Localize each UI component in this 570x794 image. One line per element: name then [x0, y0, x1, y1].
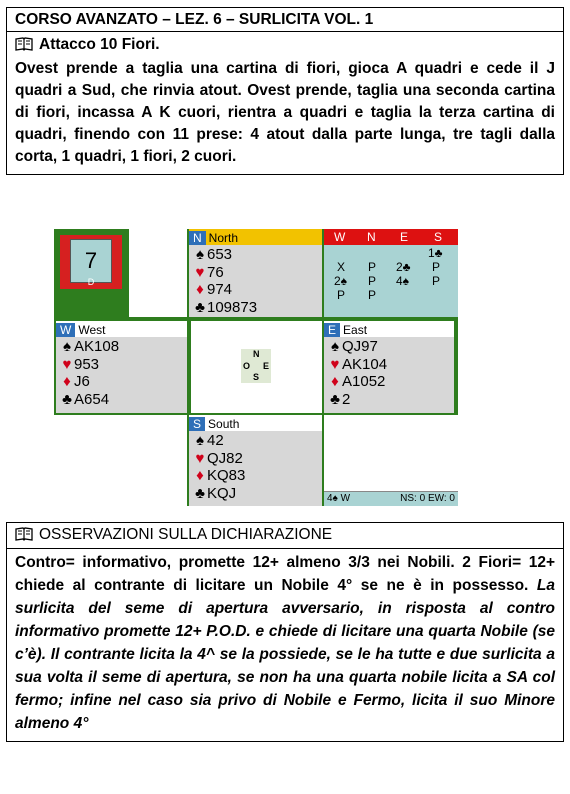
compass-s: S: [253, 372, 260, 382]
compass-e: E: [263, 361, 270, 371]
bid-col-e: E: [400, 230, 409, 244]
intro-box: [6, 7, 564, 175]
course-title: CORSO AVANZATO – LEZ. 6 – SURLICITA VOL. 1: [7, 8, 563, 32]
club-icon: ♣: [62, 390, 72, 408]
east-clubs: 2: [342, 390, 351, 408]
observations-text: [7, 549, 563, 741]
north-spades: 653: [207, 246, 233, 263]
spade-icon: ♠: [331, 338, 339, 355]
seat-tag-east: E: [324, 323, 340, 337]
north-hand: [189, 229, 322, 317]
south-spades: 42: [207, 432, 224, 449]
lead-title: Attacco 10 Fiori.: [39, 36, 160, 53]
bid-cell: 2♠: [334, 274, 348, 288]
east-hearts: AK104: [342, 355, 388, 373]
heart-icon: ♥: [195, 263, 205, 281]
compass-n: N: [253, 349, 260, 359]
bridge-board: [54, 229, 458, 506]
bid-cell: 1♣: [428, 246, 443, 260]
south-clubs: KQJ: [207, 484, 237, 502]
observations-title: OSSERVAZIONI SULLA DICHIARAZIONE: [39, 526, 333, 543]
contract: 4♠ W: [327, 493, 351, 504]
diamond-icon: ♦: [196, 281, 204, 298]
seat-tag-south: S: [189, 417, 205, 431]
bid-cell: P: [368, 288, 377, 302]
bid-cell: X: [337, 260, 346, 274]
bid-col-w: W: [334, 230, 346, 244]
observations-box: [6, 522, 564, 742]
spade-icon: ♠: [196, 246, 204, 263]
bid-cell: P: [432, 274, 441, 288]
bidding-grid: [324, 245, 458, 317]
east-spades: QJ97: [342, 338, 378, 355]
player-name-north: North: [208, 231, 239, 245]
north-hearts: 76: [207, 263, 224, 281]
south-hearts: QJ82: [207, 449, 243, 467]
diamond-icon: ♦: [63, 373, 71, 390]
bid-cell: 2♣: [396, 260, 411, 274]
result-bar: [324, 491, 458, 506]
bidding-header: [324, 229, 458, 245]
club-icon: ♣: [195, 298, 205, 316]
west-hand: [56, 321, 187, 413]
bid-cell: P: [368, 260, 377, 274]
north-clubs: 109873: [207, 298, 258, 316]
east-hand: [324, 321, 454, 413]
heart-icon: ♥: [195, 449, 205, 467]
board-number: 7: [70, 239, 112, 283]
east-diamonds: A1052: [342, 373, 386, 390]
book-icon: [15, 36, 33, 58]
result-cell: [324, 415, 458, 506]
west-diamonds: J6: [74, 373, 90, 390]
club-icon: ♣: [330, 390, 340, 408]
diamond-icon: ♦: [196, 467, 204, 484]
observations-italic: La surlicita del seme di apertura avversario, in risposta al contro informativo promette 12+ P.O.D. e chiede di licitare una quarta Nobile (se c’è). Il contrante licita la 4^ se la possiede, se le ha tutte e due surlicita a sua volta il seme di apertura, se non ha una quarta nobile licita a SA col fermo; infine nel caso sia privo di Nobile e Fermo, licita il suo Minore almeno 4°: [15, 577, 555, 732]
dealer-marker: D: [87, 277, 95, 287]
seat-tag-west: W: [56, 323, 75, 337]
south-hand: [189, 415, 322, 506]
compass-o: O: [243, 361, 251, 371]
south-diamonds: KQ83: [207, 467, 246, 484]
west-hearts: 953: [74, 355, 100, 373]
compass-cell: [191, 321, 322, 413]
club-icon: ♣: [195, 484, 205, 502]
bidding-box: [324, 229, 458, 317]
player-name-west: West: [78, 323, 106, 337]
book-icon: [15, 527, 33, 546]
bid-col-s: S: [434, 230, 443, 244]
empty-cell: [54, 415, 187, 506]
bid-cell: P: [368, 274, 377, 288]
bid-cell: P: [337, 288, 346, 302]
play-description: Ovest prende a taglia una cartina di fiori, gioca A quadri e cede il J quadri a Sud, che rinvia atout. Ovest prende, taglia una seconda cartina di fiori, incassa A K cuori, rientra a quadri e taglia la terza cartina di quadri, finendo con 11 prese: 4 atout dalla parte lunga, tre tagli dalla corta, 1 quadri, 1 fiori, 2 cuori.: [15, 60, 555, 165]
bid-col-n: N: [367, 230, 376, 244]
player-name-south: South: [208, 417, 240, 431]
heart-icon: ♥: [330, 355, 340, 373]
observations-header: [7, 523, 563, 549]
spade-icon: ♠: [63, 338, 71, 355]
intro-text: [7, 32, 563, 174]
seat-tag-north: N: [189, 231, 206, 245]
bid-cell: 4♠: [396, 274, 410, 288]
west-clubs: A654: [74, 390, 110, 408]
score: NS: 0 EW: 0: [400, 493, 455, 504]
bid-cell: P: [432, 260, 441, 274]
heart-icon: ♥: [62, 355, 72, 373]
board-number-cell: [54, 229, 187, 317]
compass-rose: [241, 349, 271, 383]
west-spades: AK108: [74, 338, 120, 355]
player-name-east: East: [343, 323, 368, 337]
north-diamonds: 974: [207, 281, 233, 298]
observations-normal: Contro= informativo, promette 12+ almeno 3/3 nei Nobili. 2 Fiori= 12+ chiede al contrante di licitare un Nobile 4° se ne è in possesso.: [15, 554, 555, 594]
diamond-icon: ♦: [331, 373, 339, 390]
spade-icon: ♠: [196, 432, 204, 449]
